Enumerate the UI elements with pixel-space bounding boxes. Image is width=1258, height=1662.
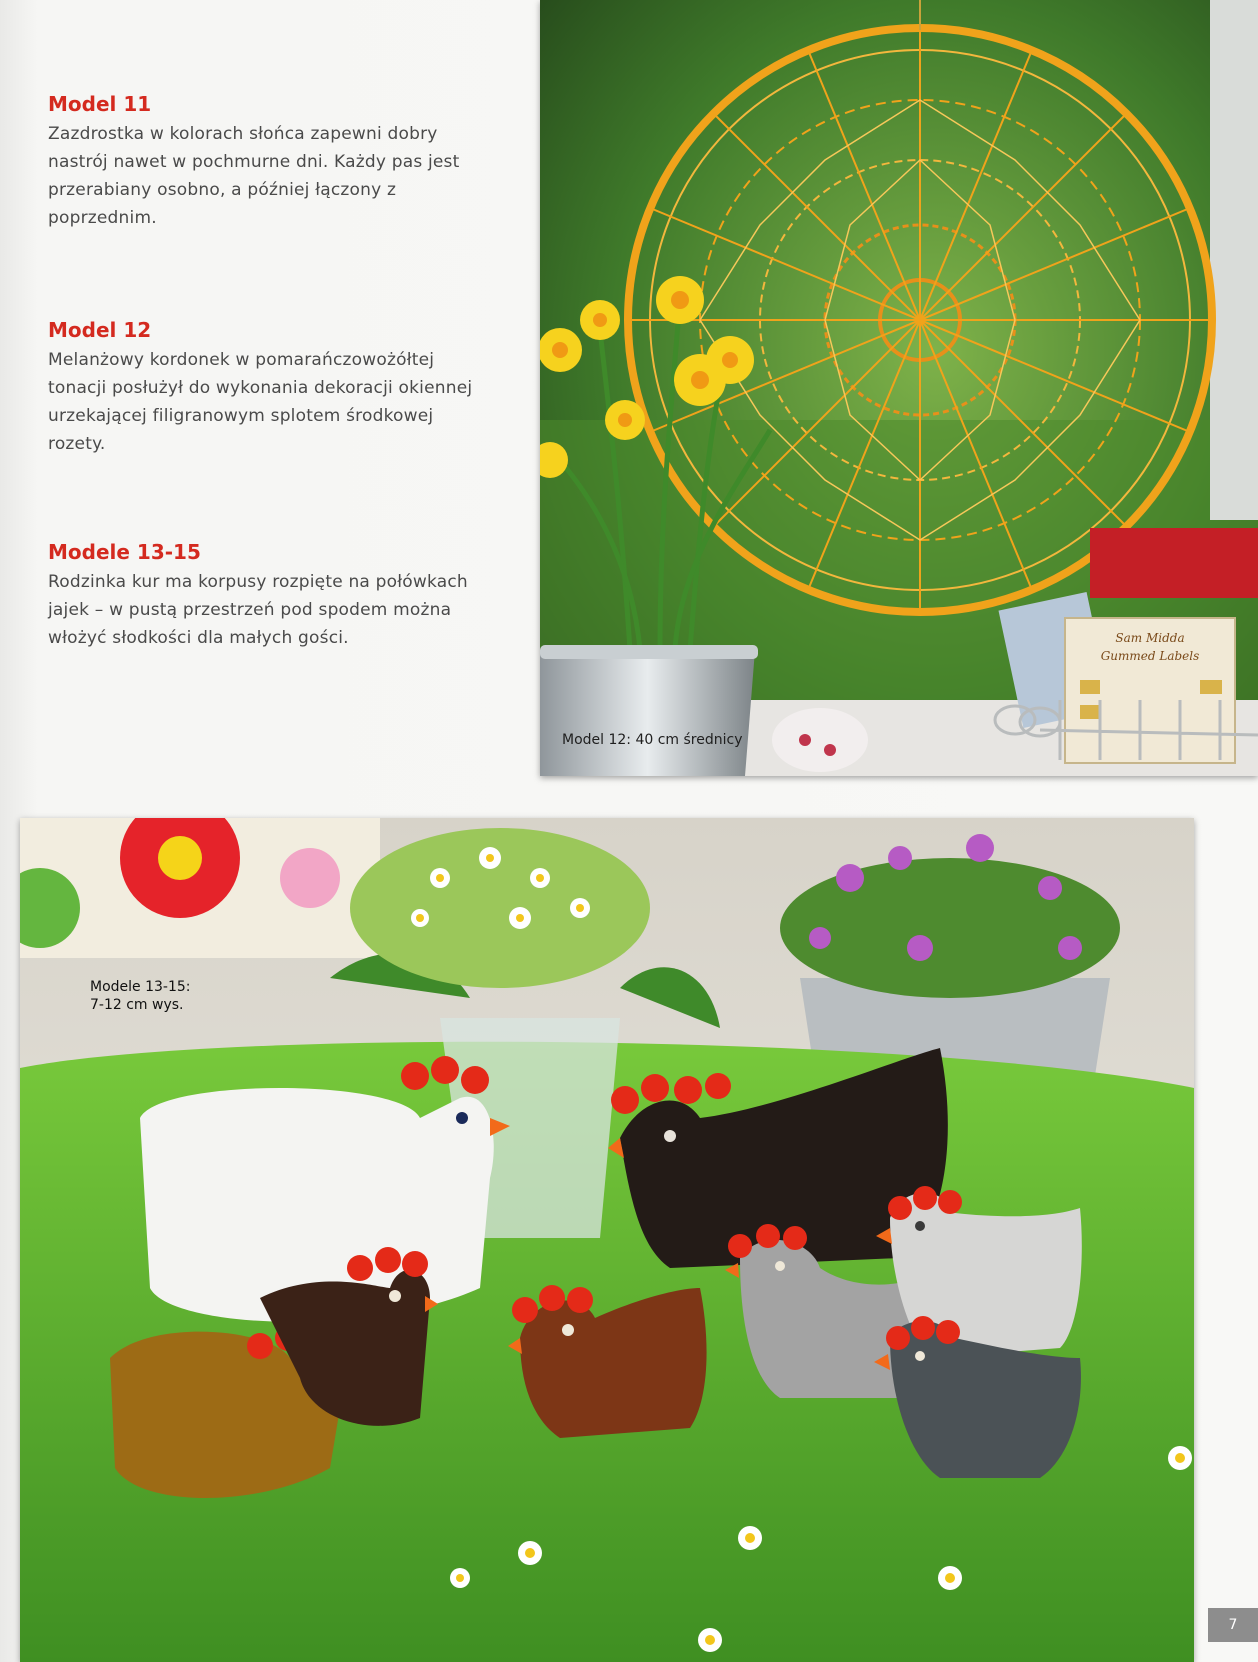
gummed-labels-sign [1065,618,1235,763]
metal-pot [540,650,755,776]
model-12-title: Model 12 [48,318,152,342]
model-11-text: Zazdrostka w kolorach słońca zapewni dobry nastrój nawet w pochmurne dni. Każdy pas jest przerabiany osobno, a później łączony z poprzednim. [48,124,460,228]
model-11-title: Model 11 [48,92,152,116]
models-13-15-caption [90,978,191,1014]
dreamcatcher-photo-illustration [540,0,1258,776]
teapot [772,708,868,772]
sign-line-2: Gummed Labels [1100,649,1200,663]
page-number: 7 [1208,1608,1258,1642]
red-box [1090,528,1258,598]
model-12-text: Melanżowy kordonek w pomarańczowożółtej tonacji posłużył do wykonania dekoracji okiennej urzekającej filigranowym splotem środkowej rozety. [48,350,473,454]
models-13-15-block [48,540,488,652]
model-11-block [48,92,488,232]
models-13-15-title: Modele 13-15 [48,540,201,564]
models-13-15-text: Rodzinka kur ma korpusy rozpięte na połówkach jajek – w pustą przestrzeń pod spodem można włożyć słodkości dla małych gości. [48,572,468,648]
sign-line-1: Sam Midda [1115,631,1185,645]
chickens-photo-illustration [20,818,1194,1662]
model-12-block [48,318,488,458]
model-12-caption: Model 12: 40 cm średnicy [562,732,743,748]
models-13-15-caption-line1: Modele 13-15: [90,979,191,995]
models-13-15-photo [20,818,1194,1662]
models-13-15-caption-line2: 7-12 cm wys. [90,997,184,1013]
model-12-photo [540,0,1258,776]
